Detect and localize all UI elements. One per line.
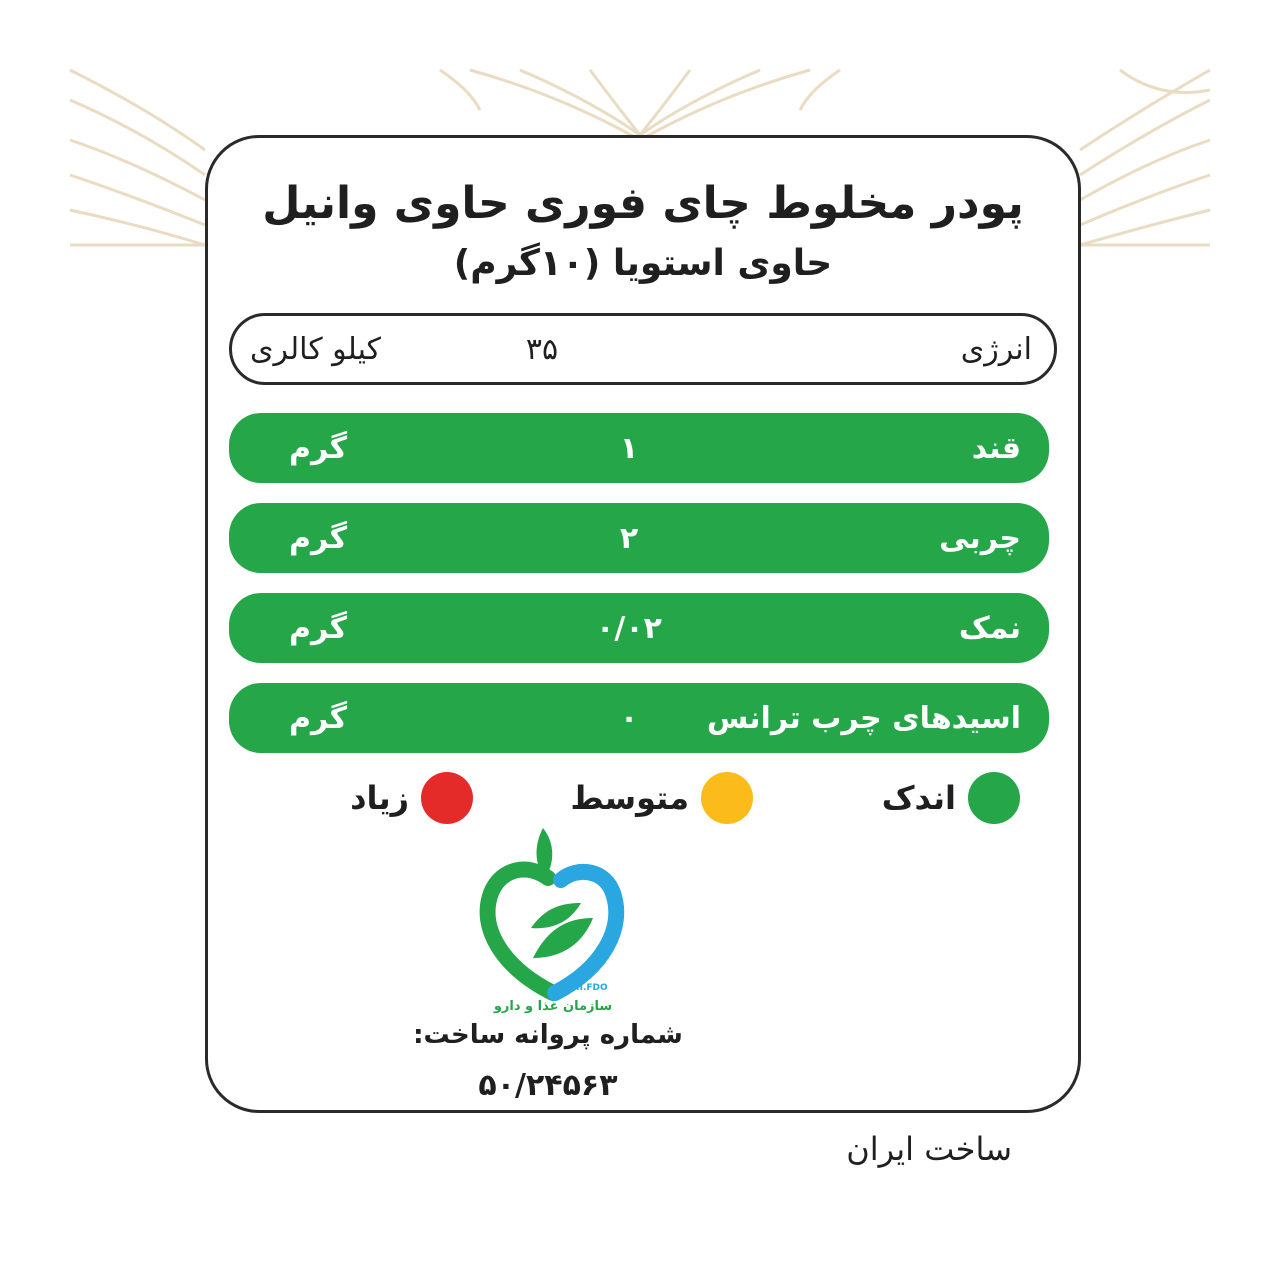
nutrient-row-salt [229, 593, 1049, 663]
nutrient-label: نمک [958, 610, 1021, 646]
traffic-light-legend [208, 768, 1078, 828]
nutrient-row-trans-fat [229, 683, 1049, 753]
nutrient-unit: گرم [289, 700, 348, 736]
legend-item-low [882, 768, 1020, 828]
nutrient-unit: گرم [289, 520, 348, 556]
energy-value: ۳۵ [525, 331, 559, 367]
energy-unit: کیلو کالری [250, 331, 381, 367]
nutrient-value: ۰/۰۲ [596, 610, 662, 646]
legend-label: زیاد [350, 779, 409, 817]
legend-label: اندک [881, 779, 956, 817]
nutrient-value: ۰ [619, 700, 639, 736]
nutrient-unit: گرم [289, 610, 348, 646]
energy-row [229, 313, 1057, 385]
nutrition-label-card [205, 135, 1081, 1113]
nutrient-label: اسیدهای چرب ترانس [706, 700, 1021, 736]
nutrient-value: ۲ [619, 520, 639, 556]
product-title: پودر مخلوط چای فوری حاوی وانیل [262, 178, 1024, 229]
energy-label: انرژی [960, 331, 1032, 367]
nutrient-label: قند [971, 430, 1021, 466]
logo-latin-text: I.R.I.FDO [562, 983, 608, 993]
made-in-label: ساخت ایران [846, 1130, 1012, 1168]
legend-label: متوسط [570, 779, 689, 817]
green-dot-icon [968, 772, 1020, 824]
license-label: شماره پروانه ساخت: [413, 1020, 683, 1050]
license-number: ۵۰/۲۴۵۶۳ [478, 1068, 618, 1103]
logo-persian-text: سازمان غذا و دارو [493, 999, 613, 1014]
nutrient-value: ۱ [619, 430, 639, 466]
nutrient-label: چربی [939, 520, 1021, 556]
nutrient-unit: گرم [289, 430, 348, 466]
legend-item-high [350, 768, 473, 828]
yellow-dot-icon [701, 772, 753, 824]
product-subtitle: حاوی استویا (۱۰گرم) [453, 243, 833, 284]
red-dot-icon [421, 772, 473, 824]
nutrient-row-fat [229, 503, 1049, 573]
nutrient-row-sugar [229, 413, 1049, 483]
irifdo-logo [473, 818, 633, 1018]
